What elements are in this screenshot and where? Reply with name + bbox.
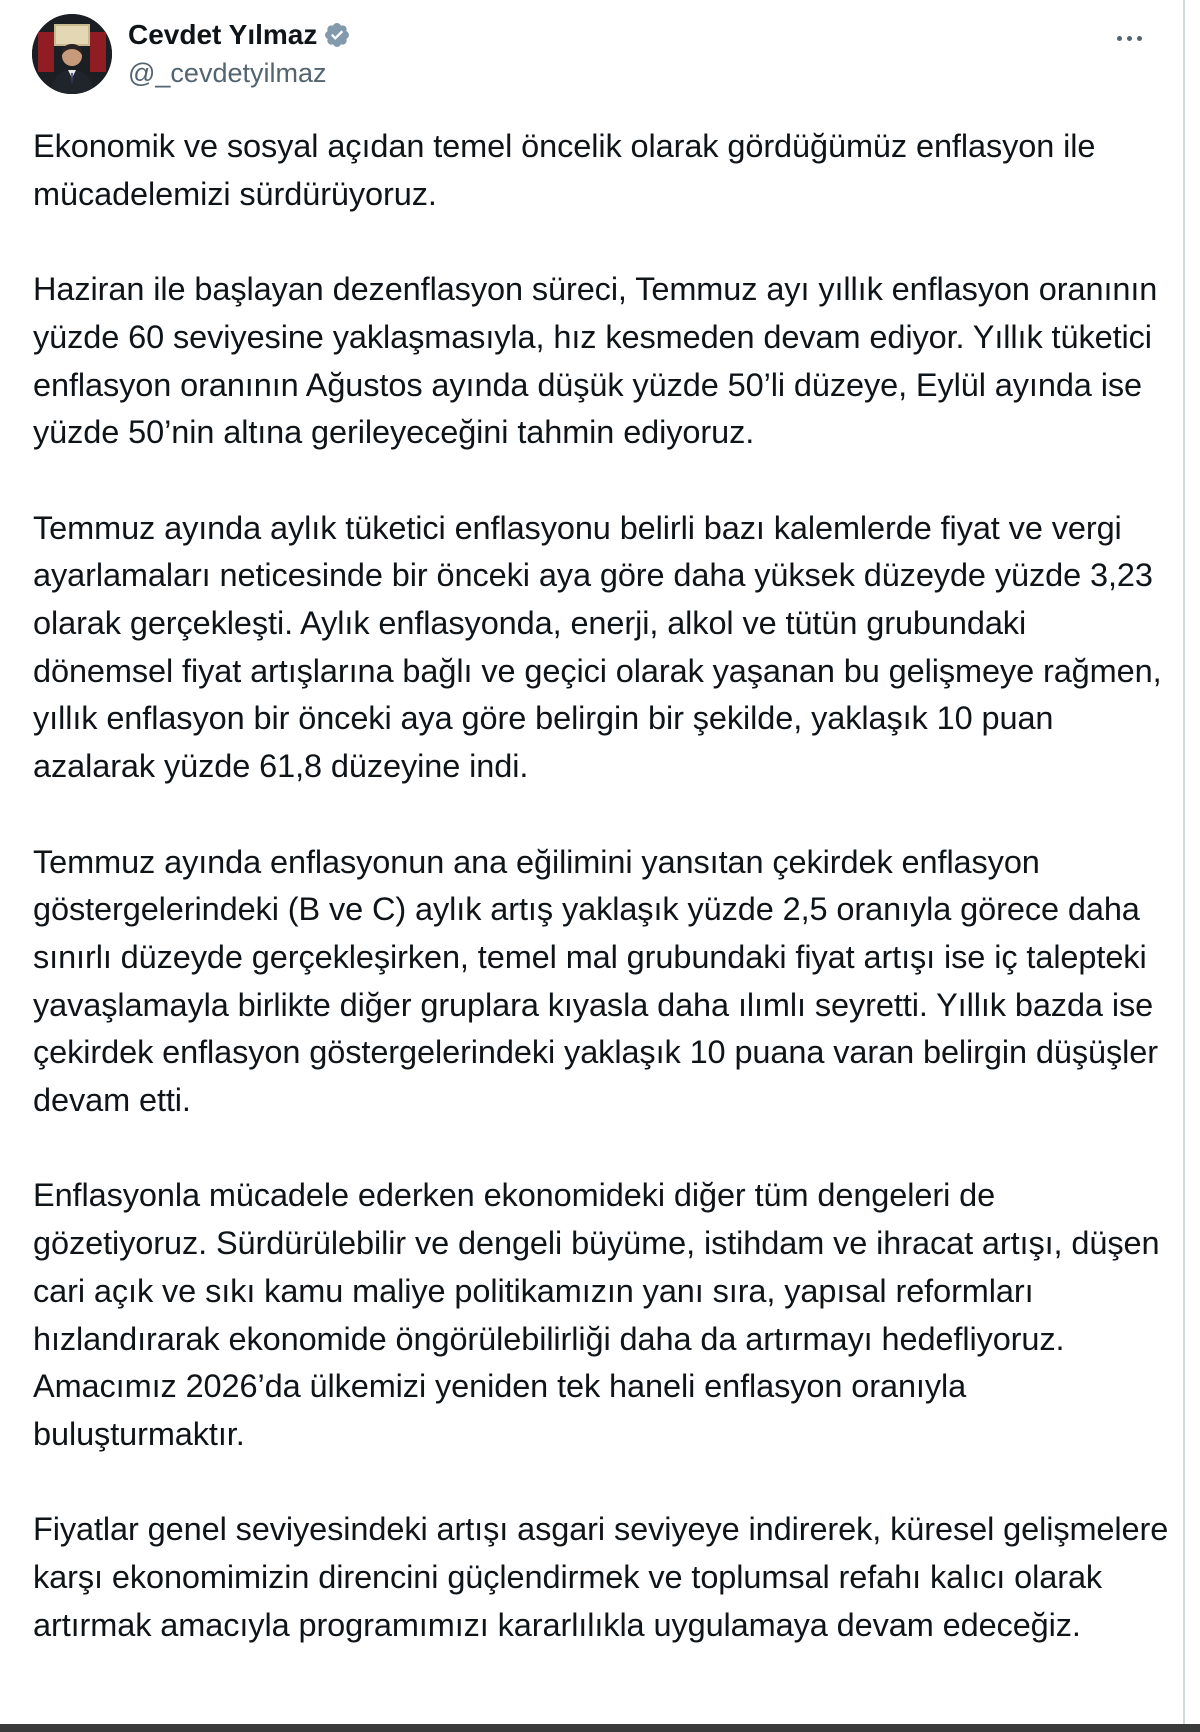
tweet-paragraph: Enflasyonla mücadele ederken ekonomideki diğer tüm dengeleri de gözetiyoruz. Sürdürülebilir ve dengeli büyüme, istihdam ve ihracat artışı, düşen cari açık ve sıkı kamu maliye politikamızın yanı sıra, yapısal reformları hızlandırarak ekonomide öngörülebilirliği daha da artırmayı hedefliyoruz. Amacımız 2026’da ülkemizi yeniden tek haneli enflasyon oranıyla buluşturmaktır. xyxy=(33,1177,1160,1452)
handle[interactable]: @_cevdetyilmaz xyxy=(128,58,327,88)
more-options-button[interactable] xyxy=(1107,24,1151,52)
tweet-paragraph: Fiyatlar genel seviyesindeki artışı asgari seviyeye indirerek, küresel gelişmelere karşı ekonomimizin direncini güçlendirmek ve toplumsal refahı kalıcı olarak artırmak amacıyla programımızı kararlılıkla uygulamaya devam edeceğiz. xyxy=(33,1511,1169,1643)
display-name[interactable]: Cevdet Yılmaz xyxy=(128,19,318,50)
window-bottom-edge xyxy=(0,1724,1200,1732)
avatar[interactable] xyxy=(32,14,112,94)
portrait-photo-icon xyxy=(32,14,112,94)
tweet-paragraph: Temmuz ayında aylık tüketici enflasyonu belirli bazı kalemlerde fiyat ve vergi ayarlamaları neticesinde bir önceki aya göre daha yüksek düzeyde yüzde 3,23 olarak gerçekleşti. Aylık enflasyonda, enerji, alkol ve tütün grubundaki dönemsel fiyat artışlarına bağlı ve geçici olarak yaşanan bu gelişmeye rağmen, yıllık enflasyon bir önceki aya göre belirgin bir şekilde, yaklaşık 10 puan azalarak yüzde 61,8 düzeyine indi. xyxy=(33,509,1162,785)
tweet-text xyxy=(33,123,1173,1697)
tweet-header xyxy=(32,14,1159,96)
tweet-paragraph: Haziran ile başlayan dezenflasyon süreci, Temmuz ayı yıllık enflasyon oranının yüzde 60 seviyesine yaklaşmasıyla, hız kesmeden devam ediyor. Yıllık tüketici enflasyon oranının Ağustos ayında düşük yüzde 50’li düzeye, Eylül ayında ise yüzde 50’nin altına gerileyeceğini tahmin ediyoruz. xyxy=(33,271,1158,451)
more-horizontal-icon xyxy=(1117,36,1122,41)
verified-badge-icon xyxy=(323,21,351,49)
tweet-paragraph: Ekonomik ve sosyal açıdan temel öncelik olarak gördüğümüz enflasyon ile mücadelemizi sürdürüyoruz. xyxy=(33,128,1096,212)
tweet-paragraph: Temmuz ayında enflasyonun ana eğilimini yansıtan çekirdek enflasyon göstergelerindeki (B ve C) aylık artış yaklaşık yüzde 2,5 oranıyla görece daha sınırlı düzeyde gerçekleşirken, temel mal grubundaki fiyat artışı ise iç talepteki yavaşlamayla birlikte diğer gruplara kıyasla daha ılımlı seyretti. Yıllık bazda ise çekirdek enflasyon göstergelerindeki yaklaşık 10 puana varan belirgin düşüşler devam etti. xyxy=(33,843,1158,1119)
author-info xyxy=(128,18,351,89)
